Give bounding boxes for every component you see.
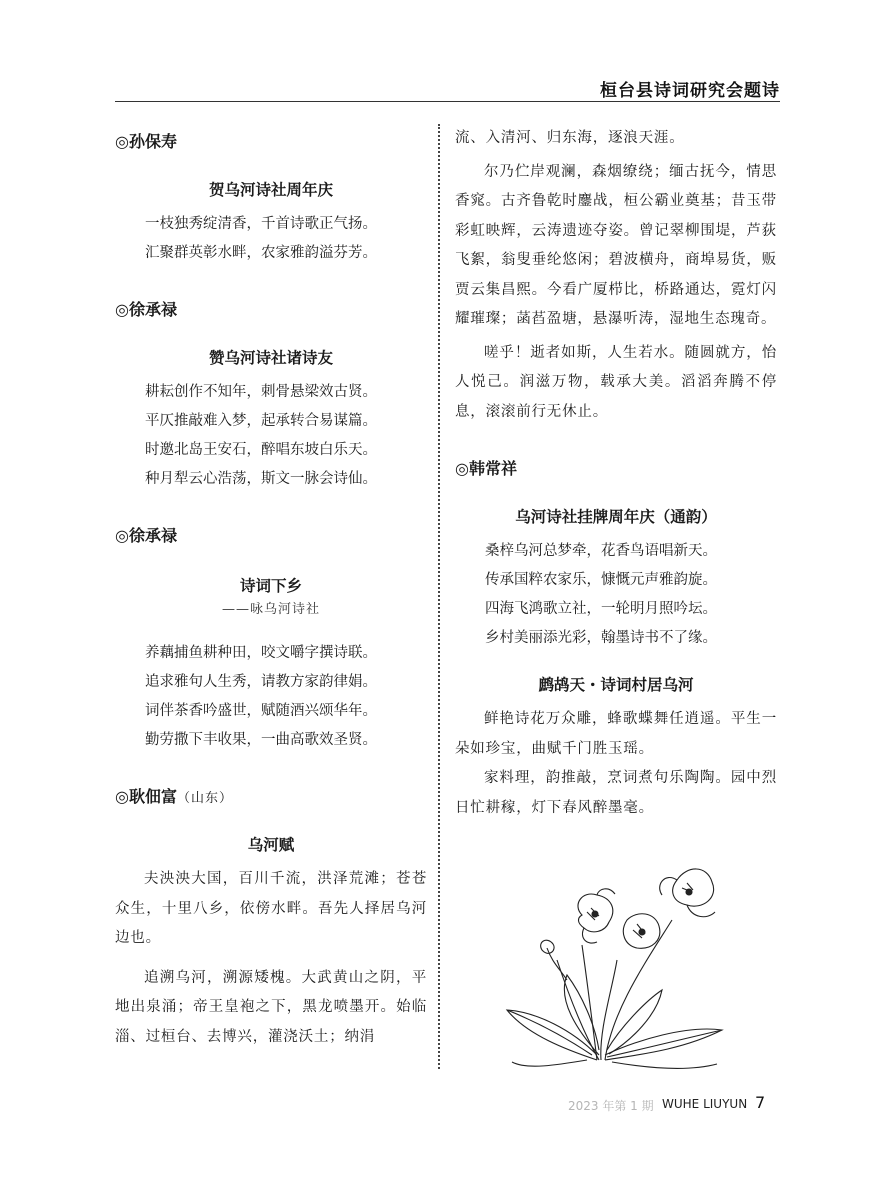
prose-paragraph: 夫泱泱大国，百川千流，洪泽荒滩；苍苍众生，十里八乡，依傍水畔。吾先人择居乌河边也。 xyxy=(115,871,427,946)
poem-line: 一枝独秀绽清香，千首诗歌正气扬。 xyxy=(145,216,377,232)
poem-line: 乡村美丽添光彩，翰墨诗书不了缘。 xyxy=(485,630,717,646)
right-column xyxy=(455,124,777,823)
author-name-text: ◎耿佃富 xyxy=(115,787,177,806)
poem-line: 汇聚群英彰水畔，农家雅韵溢芬芳。 xyxy=(145,245,377,261)
prose-paragraph: 鲜艳诗花万众雕，蜂歌蝶舞任逍遥。平生一朵如珍宝，曲赋千门胜玉瑶。 xyxy=(455,711,777,757)
prose-paragraph: 家料理，韵推敲，烹词煮句乐陶陶。园中烈日忙耕稼，灯下春风醉墨毫。 xyxy=(455,770,777,816)
poem-line: 追求雅句人生秀，请教方家韵律娟。 xyxy=(145,674,377,690)
prose-paragraph: 追溯乌河，溯源矮槐。大武黄山之阴，平地出泉涌；帝王皇袍之下，黑龙喷墨开。始临淄、过桓台、去博兴，灌浇沃土；纳涓 xyxy=(115,969,427,1045)
poem-line: 耕耘创作不知年，刺骨悬梁效古贤。 xyxy=(145,384,377,400)
prose-continuation: 流、入清河、归东海，逐浪天涯。 xyxy=(455,130,685,146)
author-name: ◎韩常祥 xyxy=(455,459,517,478)
poem-line: 勤劳撒下丰收果，一曲高歌效圣贤。 xyxy=(145,732,377,748)
poem-line: 桑梓乌河总梦牵，花香鸟语唱新天。 xyxy=(485,543,717,559)
pansy-flower-illustration xyxy=(487,850,747,1075)
page-header-title: 桓台县诗词研究会题诗 xyxy=(600,81,780,101)
poem-line: 时邀北岛王安石，醉唱东坡白乐天。 xyxy=(145,442,377,458)
poem-subtitle: ——咏乌河诗社 xyxy=(221,602,320,617)
prose-paragraph: 尔乃伫岸观澜，森烟缭绕；缅古抚今，情思香窕。古齐鲁乾时鏖战，桓公霸业奠基；昔玉带彩虹映辉，云涛遗迹夺姿。曾记翠柳围堤，芦荻飞絮，翁叟垂纶悠闲；碧波横舟，商埠易货，贩贾云集昌熙。今看广厦栉比，桥路通达，霓灯闪耀璀璨；菡萏盈塘，悬瀑听涛，湿地生态瑰奇。 xyxy=(455,163,777,327)
prose-paragraph: 嗟乎！逝者如斯，人生若水。随圆就方，怡人悦己。润滋万物，载承大美。滔滔奔腾不停息，滚滚前行无休止。 xyxy=(455,344,777,420)
poem-title: 乌河赋 xyxy=(247,836,295,854)
poem-line: 传承国粹农家乐，慷慨元声雅韵旋。 xyxy=(485,572,717,588)
footer-brand: WUHE LIUYUN xyxy=(662,1097,748,1111)
column-divider xyxy=(438,124,440,1069)
poem-title: 诗词下乡 xyxy=(239,577,302,595)
poem-line: 四海飞鸿歌立社，一轮明月照吟坛。 xyxy=(485,601,717,617)
poem-title: 鹧鸪天・诗词村居乌河 xyxy=(538,676,694,694)
author-name xyxy=(115,783,427,811)
left-column xyxy=(115,122,427,1052)
footer-issue-label: 2023 年第 1 期 xyxy=(568,1099,654,1113)
poem-title: 赞乌河诗社诸诗友 xyxy=(208,349,333,367)
poem-title: 贺乌河诗社周年庆 xyxy=(208,181,333,199)
author-name: ◎徐承禄 xyxy=(115,526,177,545)
author-region-note: （山东） xyxy=(176,791,233,806)
author-name: ◎孙保寿 xyxy=(115,132,177,151)
poem-line: 词伴茶香吟盛世，赋随酒兴颂华年。 xyxy=(145,703,377,719)
header-rule xyxy=(115,101,780,102)
poem-line: 养藕捕鱼耕种田，咬文嚼字撰诗联。 xyxy=(145,645,377,661)
poem-line: 种月犁云心浩荡，斯文一脉会诗仙。 xyxy=(145,471,377,487)
poem-line: 平仄推敲难入梦，起承转合易谋篇。 xyxy=(145,413,377,429)
page-number: 7 xyxy=(755,1093,766,1112)
poem-title: 乌河诗社挂牌周年庆（通韵） xyxy=(515,508,717,526)
author-name: ◎徐承禄 xyxy=(115,300,177,319)
